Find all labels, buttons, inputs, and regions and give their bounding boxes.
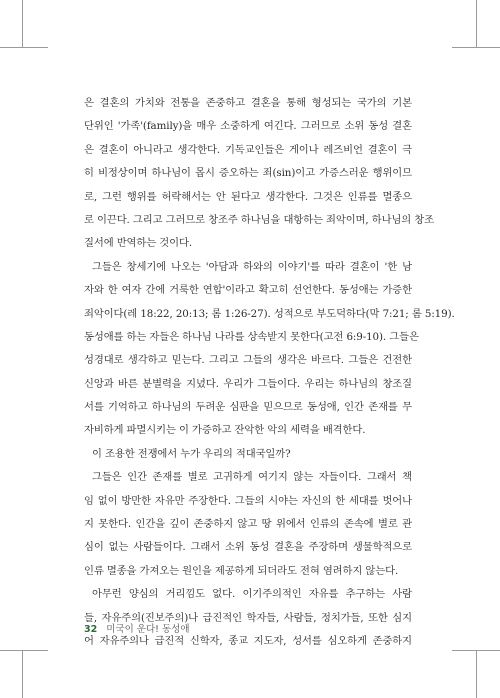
body-line: 죄악이다(레 18:22, 20:13; 롬 1:26-27). 성적으로 부도덕하다(막 7:21; 롬 5:19). xyxy=(84,307,455,320)
body-line: 히 비정상이며 하나님이 몹시 증오하는 죄(sin)이고 가증스러운 행위이므 xyxy=(84,167,412,180)
body-text xyxy=(84,92,455,653)
body-line: 질서에 반역하는 것이다. xyxy=(84,237,192,250)
body-line: 아무런 양심의 거리낌도 없다. 이기주의적인 자유를 추구하는 사람 xyxy=(92,588,412,601)
body-line: 임 없이 방만한 자유만 주장한다. 그들의 시야는 자신의 한 세대를 벗어나 xyxy=(84,494,412,507)
crop-mark xyxy=(476,0,477,48)
crop-mark xyxy=(476,650,477,698)
body-line: 이 조용한 전쟁에서 누가 우리의 적대국일까? xyxy=(92,447,291,460)
running-title: 미국이 운다! 동성애 xyxy=(106,624,190,635)
crop-mark xyxy=(22,650,23,698)
body-line: 그들은 인간 존재를 별로 고귀하게 여기지 않는 자들이다. 그래서 책 xyxy=(92,471,412,484)
body-line: 은 결혼이 아니라고 생각한다. 기독교인들은 게이나 레즈비언 결혼이 극 xyxy=(84,143,412,156)
crop-mark xyxy=(452,650,500,651)
body-line: 신앙과 바른 분별력을 지녔다. 우리가 그들이다. 우리는 하나님의 창조질 xyxy=(84,377,412,390)
body-line: 단위인 '가족'(family)을 매우 소중하게 여긴다. 그러므로 소위 동성 결혼 xyxy=(84,120,412,133)
body-line: 지 못한다. 인간을 깊이 존중하지 않고 땅 위에서 인류의 존속에 별로 관 xyxy=(84,518,412,531)
body-line: 들, 자유주의(진보주의)나 급진적인 학자들, 사람들, 정치가들, 또한 심지 xyxy=(84,611,412,624)
crop-mark xyxy=(22,0,23,48)
body-line: 어 자유주의나 급진적 신학자, 종교 지도자, 성서를 심오하게 존중하지 xyxy=(84,634,412,647)
body-line: 로, 그런 행위를 허락해서는 안 된다고 생각한다. 그것은 인류를 멸종으 xyxy=(84,190,412,203)
crop-mark xyxy=(0,47,48,48)
body-line: 로 이끈다. 그리고 그러므로 창조주 하나님을 대항하는 죄악이며, 하나님의 창조 xyxy=(84,213,434,226)
body-line: 심이 없는 사람들이다. 그래서 소위 동성 결혼을 주장하며 생물학적으로 xyxy=(84,541,412,554)
body-line: 자와 한 여자 간에 거룩한 연합'이라고 확고히 선언한다. 동성애는 가증한 xyxy=(84,284,412,297)
body-line: 은 결혼의 가치와 전통을 존중하고 결혼을 통해 형성되는 국가의 기본 xyxy=(84,97,412,109)
body-line: 동성애를 하는 자들은 하나님 나라를 상속받지 못한다(고전 6:9-10). 그들은 xyxy=(84,330,419,343)
body-line: 서를 기억하고 하나님의 두려운 심판을 믿으므로 동성애, 인간 존재를 무 xyxy=(84,401,412,414)
body-line: 성경대로 생각하고 믿는다. 그리고 그들의 생각은 바르다. 그들은 건전한 xyxy=(84,354,412,367)
page-footer xyxy=(84,621,190,635)
body-line: 인류 멸종을 가져오는 원인을 제공하게 되더라도 전혀 염려하지 않는다. xyxy=(84,564,399,577)
crop-mark xyxy=(452,47,500,48)
body-line: 자비하게 파멸시키는 이 가증하고 잔악한 악의 세력을 배격한다. xyxy=(84,424,366,437)
page-number: 32 xyxy=(84,624,98,635)
body-line: 그들은 창세기에 나오는 '아담과 하와의 이야기'를 따라 결혼이 '한 남 xyxy=(92,260,412,273)
crop-mark xyxy=(0,650,48,651)
